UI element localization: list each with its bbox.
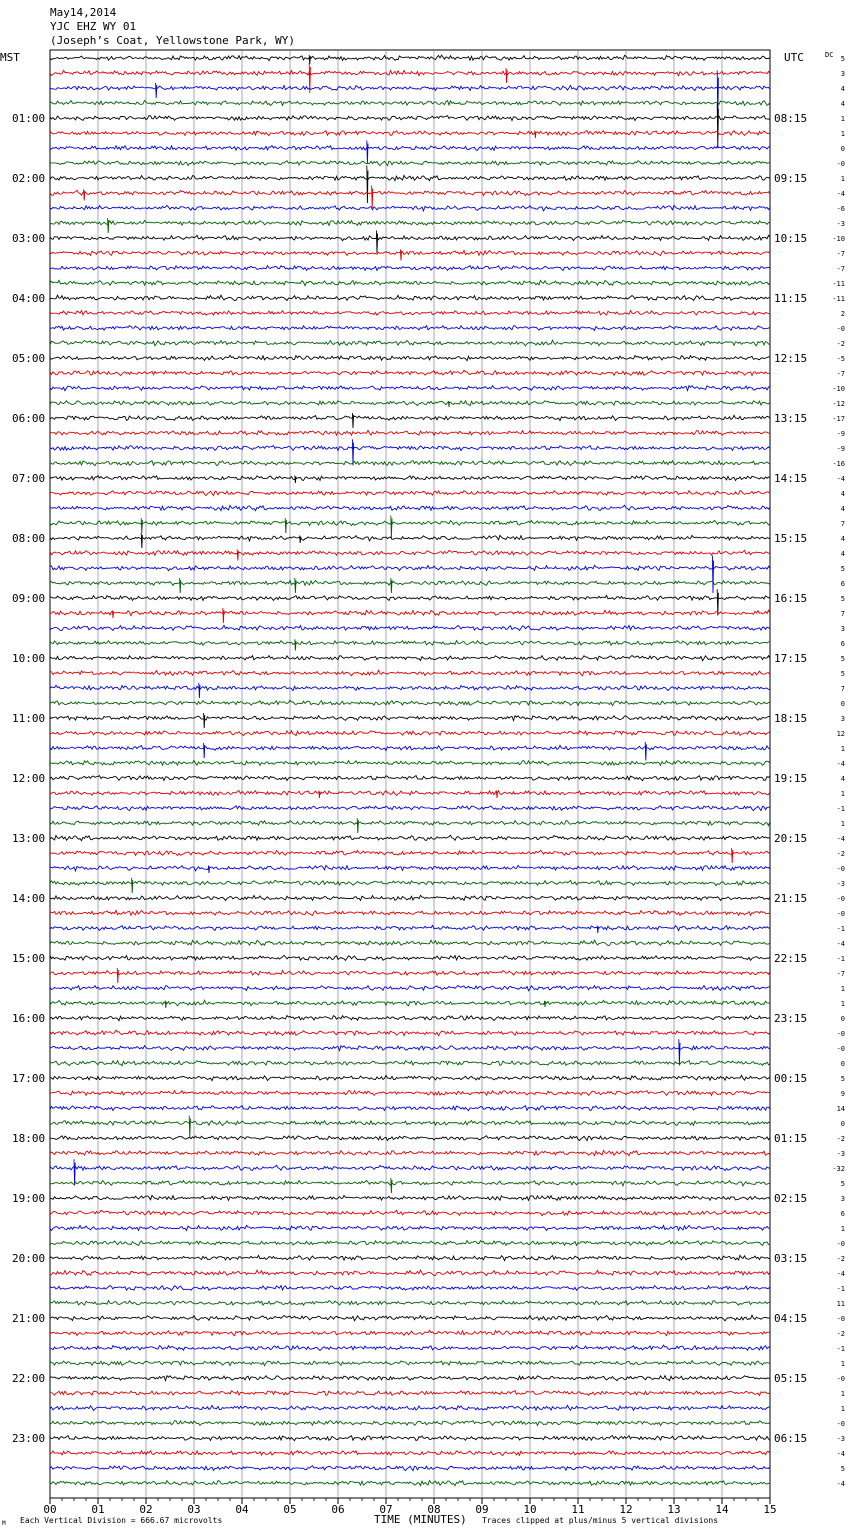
- seismic-trace: [50, 742, 770, 761]
- dc-offset-label: 5: [840, 670, 845, 678]
- seismic-trace: [50, 1116, 770, 1139]
- dc-offset-label: 3: [840, 1195, 845, 1203]
- dc-offset-label: -0: [836, 1315, 845, 1323]
- plot-frame: [50, 50, 770, 1498]
- left-hour-label: 05:00: [12, 352, 46, 365]
- left-hour-labels: [12, 112, 45, 1445]
- seismic-trace: [50, 1330, 770, 1335]
- dc-offset-label: 12: [836, 730, 845, 738]
- dc-offset-label: -10: [832, 385, 845, 393]
- dc-offset-label: 9: [840, 1090, 845, 1098]
- x-tick-label: 01: [91, 1503, 105, 1516]
- seismic-trace: [50, 878, 770, 893]
- right-hour-label: 11:15: [774, 292, 808, 305]
- x-tick-label: 11: [571, 1503, 585, 1516]
- seismic-trace: [50, 639, 770, 650]
- dc-offset-label: 4: [840, 85, 845, 93]
- x-tick-label: 03: [187, 1503, 201, 1516]
- seismic-trace: [50, 1091, 770, 1096]
- x-tick-label: 10: [523, 1503, 537, 1516]
- left-hour-label: 07:00: [12, 472, 46, 485]
- left-hour-label: 09:00: [12, 592, 46, 605]
- seismic-trace: [50, 776, 770, 781]
- dc-offset-label: -2: [836, 1135, 845, 1143]
- x-axis-label: TIME (MINUTES): [374, 1513, 467, 1526]
- seismic-trace: [50, 1178, 770, 1193]
- seismic-trace: [50, 683, 770, 698]
- dc-offset-label: -5: [836, 355, 845, 363]
- plot-title: YJC EHZ WY 01: [50, 20, 137, 33]
- dc-offset-label: 4: [840, 775, 845, 783]
- dc-offset-label: -0: [836, 895, 845, 903]
- dc-offset-label: 0: [840, 700, 845, 708]
- seismic-trace: [50, 700, 770, 706]
- dc-offset-label: 2: [840, 310, 845, 318]
- seismic-trace: [50, 266, 770, 271]
- seismic-trace: [50, 63, 770, 93]
- right-hour-label: 08:15: [774, 112, 808, 125]
- seismic-trace: [50, 1301, 770, 1306]
- seismic-trace: [50, 760, 770, 765]
- right-hour-label: 03:15: [774, 1252, 808, 1265]
- seismic-trace: [50, 100, 770, 105]
- right-hour-label: 02:15: [774, 1192, 808, 1205]
- left-hour-label: 22:00: [12, 1372, 46, 1385]
- dc-offset-label: -32: [832, 1165, 845, 1173]
- left-hour-label: 10:00: [12, 652, 46, 665]
- dc-offset-label: 1: [840, 115, 845, 123]
- seismic-trace: [50, 161, 770, 166]
- dc-offset-label: 1: [840, 1405, 845, 1413]
- seismic-trace: [50, 231, 770, 254]
- seismic-trace: [50, 1016, 770, 1021]
- dc-offset-label: -6: [836, 205, 845, 213]
- dc-offset-label: -0: [836, 1375, 845, 1383]
- seismic-trace: [50, 1061, 770, 1066]
- dc-offset-label: 11: [836, 1300, 845, 1308]
- dc-offset-label: -11: [832, 280, 845, 288]
- dc-offset-label: -7: [836, 250, 845, 258]
- right-hour-label: 09:15: [774, 172, 808, 185]
- seismic-trace: [50, 186, 770, 209]
- seismic-trace: [50, 1241, 770, 1246]
- seismic-trace: [50, 713, 770, 728]
- dc-offset-label: 1: [840, 1225, 845, 1233]
- left-hour-label: 21:00: [12, 1312, 46, 1325]
- seismic-trace: [50, 608, 770, 623]
- dc-offset-label: 0: [840, 1015, 845, 1023]
- seismic-trace: [50, 218, 770, 233]
- left-timezone-label: MST: [0, 51, 20, 64]
- seismic-trace: [50, 1480, 770, 1485]
- dc-offset-label: -7: [836, 370, 845, 378]
- left-hour-label: 18:00: [12, 1132, 46, 1145]
- dc-offset-label: 1: [840, 130, 845, 138]
- seismic-trace: [50, 141, 770, 164]
- right-hour-label: 19:15: [774, 772, 808, 785]
- right-hour-label: 14:15: [774, 472, 808, 485]
- dc-offset-label: 1: [840, 1360, 845, 1368]
- seismic-trace: [50, 461, 770, 466]
- seismic-trace: [50, 326, 770, 331]
- dc-offset-label: 1: [840, 820, 845, 828]
- dc-offset-label: -0: [836, 1030, 845, 1038]
- dc-offset-label: 1: [840, 1000, 845, 1008]
- right-hour-label: 10:15: [774, 232, 808, 245]
- seismic-trace: [50, 295, 770, 300]
- x-tick-label: 12: [619, 1503, 633, 1516]
- seismic-trace: [50, 925, 770, 933]
- seismic-trace: [50, 1030, 770, 1036]
- x-tick-label: 04: [235, 1503, 249, 1516]
- right-hour-label: 17:15: [774, 652, 808, 665]
- dc-offset-label: -4: [836, 940, 845, 948]
- seismic-trace: [50, 968, 770, 983]
- dc-offset-label: 4: [840, 535, 845, 543]
- seismic-trace: [50, 985, 770, 990]
- plot-grid: [50, 50, 770, 1498]
- x-tick-label: 09: [475, 1503, 489, 1516]
- dc-offset-label: 5: [840, 595, 845, 603]
- x-tick-label: 15: [763, 1503, 777, 1516]
- seismic-trace: [50, 895, 770, 900]
- seismic-trace: [50, 1405, 770, 1410]
- dc-offset-label: -3: [836, 1150, 845, 1158]
- x-tick-label: 05: [283, 1503, 297, 1516]
- seismic-trace: [50, 1361, 770, 1366]
- seismic-trace: [50, 848, 770, 863]
- left-hour-label: 01:00: [12, 112, 46, 125]
- seismic-trace: [50, 71, 770, 124]
- dc-offset-label: 7: [840, 520, 845, 528]
- dc-offset-label: -9: [836, 445, 845, 453]
- seismic-trace: [50, 491, 770, 496]
- right-hour-label: 04:15: [774, 1312, 808, 1325]
- seismic-trace: [50, 1255, 770, 1260]
- seismic-trace: [50, 1039, 770, 1065]
- seismic-trace: [50, 731, 770, 736]
- dc-offset-label: -2: [836, 340, 845, 348]
- seismic-trace: [50, 166, 770, 204]
- x-tick-label: 00: [43, 1503, 57, 1516]
- dc-offset-label: 4: [840, 505, 845, 513]
- dc-offset-label: -17: [832, 415, 845, 423]
- seismic-trace: [50, 910, 770, 915]
- right-hour-label: 00:15: [774, 1072, 808, 1085]
- seismic-trace: [50, 1376, 770, 1381]
- dc-offset-label: 5: [840, 1180, 845, 1188]
- footer-left-mark: M: [2, 1520, 6, 1527]
- right-hour-label: 15:15: [774, 532, 808, 545]
- seismic-trace: [50, 1210, 770, 1215]
- dc-offset-label: -0: [836, 865, 845, 873]
- dc-offset-label: 7: [840, 610, 845, 618]
- dc-offset-label: -0: [836, 160, 845, 168]
- dc-offset-label: -2: [836, 1330, 845, 1338]
- dc-offset-label: -3: [836, 1435, 845, 1443]
- seismic-trace: [50, 791, 770, 799]
- dc-offset-label: 14: [836, 1105, 845, 1113]
- dc-offset-label: 4: [840, 100, 845, 108]
- dc-offset-label: 4: [840, 490, 845, 498]
- seismic-trace: [50, 1451, 770, 1456]
- vertical-scale-note: Each Vertical Division = 666.67 microvolts: [20, 1516, 223, 1525]
- dc-offset-label: -4: [836, 190, 845, 198]
- dc-offset-label: -9: [836, 430, 845, 438]
- dc-offset-label: 7: [840, 685, 845, 693]
- seismic-trace: [50, 476, 770, 484]
- seismic-trace: [50, 505, 770, 510]
- right-hour-label: 21:15: [774, 892, 808, 905]
- dc-offset-label: -10: [832, 235, 845, 243]
- left-hour-label: 19:00: [12, 1192, 46, 1205]
- dc-offset-label: -4: [836, 1270, 845, 1278]
- seismic-trace: [50, 413, 770, 428]
- dc-offset-label: -4: [836, 835, 845, 843]
- seismic-trace: [50, 578, 770, 593]
- dc-offset-label: -7: [836, 265, 845, 273]
- left-hour-label: 20:00: [12, 1252, 46, 1265]
- dc-offset-label: 6: [840, 580, 845, 588]
- seismic-trace: [50, 310, 770, 315]
- clip-note: Traces clipped at plus/minus 5 vertical divisions: [482, 1516, 719, 1525]
- left-hour-label: 08:00: [12, 532, 46, 545]
- seismic-trace: [50, 533, 770, 548]
- right-hour-label: 23:15: [774, 1012, 808, 1025]
- dc-offset-label: 5: [840, 1075, 845, 1083]
- x-tick-label: 13: [667, 1503, 681, 1516]
- seismic-trace: [50, 1466, 770, 1471]
- left-hour-label: 04:00: [12, 292, 46, 305]
- dc-offset-label: 1: [840, 745, 845, 753]
- dc-offset-label: 3: [840, 70, 845, 78]
- seismic-trace: [50, 1106, 770, 1111]
- right-hour-label: 06:15: [774, 1432, 808, 1445]
- seismic-trace: [50, 131, 770, 139]
- seismic-trace: [50, 818, 770, 833]
- dc-offset-label: -4: [836, 1480, 845, 1488]
- dc-offset-label: -0: [836, 1420, 845, 1428]
- right-hour-label: 12:15: [774, 352, 808, 365]
- seismic-trace: [50, 103, 770, 148]
- dc-offset-label: -1: [836, 955, 845, 963]
- dc-offset-label: -2: [836, 1255, 845, 1263]
- seismic-trace: [50, 1270, 770, 1275]
- left-hour-label: 13:00: [12, 832, 46, 845]
- seismic-trace: [50, 355, 770, 360]
- dc-offset-label: 6: [840, 1210, 845, 1218]
- seismic-trace: [50, 1136, 770, 1141]
- dc-offset-label: 5: [840, 655, 845, 663]
- left-hour-label: 11:00: [12, 712, 46, 725]
- dc-offset-label: -2: [836, 850, 845, 858]
- dc-offset-label: -4: [836, 475, 845, 483]
- seismic-trace: [50, 1436, 770, 1441]
- left-hour-label: 03:00: [12, 232, 46, 245]
- seismic-trace: [50, 1421, 770, 1426]
- seismic-trace: [50, 370, 770, 375]
- seismic-trace: [50, 940, 770, 945]
- seismic-trace: [50, 1000, 770, 1008]
- left-hour-label: 23:00: [12, 1432, 46, 1445]
- dc-offset-label: -3: [836, 880, 845, 888]
- right-hour-label: 13:15: [774, 412, 808, 425]
- dc-offset-label: -1: [836, 1345, 845, 1353]
- dc-offset-label: -0: [836, 325, 845, 333]
- seismic-trace: [50, 430, 770, 435]
- right-hour-label: 05:15: [774, 1372, 808, 1385]
- dc-offset-label: -1: [836, 805, 845, 813]
- right-hour-label: 18:15: [774, 712, 808, 725]
- seismic-trace: [50, 835, 770, 840]
- dc-offset-label: 1: [840, 175, 845, 183]
- dc-offset-label: -4: [836, 760, 845, 768]
- dc-offset-label: -16: [832, 460, 845, 468]
- seismic-trace: [50, 955, 770, 960]
- left-hour-label: 02:00: [12, 172, 46, 185]
- dc-offset-label: 1: [840, 985, 845, 993]
- x-tick-label: 02: [139, 1503, 153, 1516]
- seismic-trace: [50, 670, 770, 676]
- seismic-trace: [50, 556, 770, 594]
- seismic-trace: [50, 806, 770, 811]
- dc-offset-label: 1: [840, 1390, 845, 1398]
- right-hour-label: 16:15: [774, 592, 808, 605]
- seismic-trace: [50, 1391, 770, 1396]
- x-tick-label: 07: [379, 1503, 393, 1516]
- dc-offset-label: 3: [840, 715, 845, 723]
- dc-offset-label: -7: [836, 970, 845, 978]
- seismic-trace: [50, 625, 770, 630]
- left-hour-label: 14:00: [12, 892, 46, 905]
- seismic-trace: [50, 1285, 770, 1290]
- plot-location: (Joseph’s Coat, Yellowstone Park, WY): [50, 34, 296, 47]
- dc-offset-label: 0: [840, 1060, 845, 1068]
- left-hour-label: 06:00: [12, 412, 46, 425]
- dc-offset-label: -3: [836, 220, 845, 228]
- x-tick-label: 06: [331, 1503, 345, 1516]
- right-timezone-label: UTC: [784, 51, 804, 64]
- dc-offset-label: 5: [840, 55, 845, 63]
- x-tick-label: 08: [427, 1503, 441, 1516]
- right-hour-label: 22:15: [774, 952, 808, 965]
- dc-offset-label: 6: [840, 640, 845, 648]
- dc-offset-label: -11: [832, 295, 845, 303]
- seismic-trace: [50, 386, 770, 391]
- seismic-trace: [50, 1315, 770, 1321]
- dc-offset-label: 0: [840, 145, 845, 153]
- seismic-trace: [50, 865, 770, 873]
- seismic-trace: [50, 340, 770, 346]
- seismic-trace: [50, 205, 770, 210]
- dc-offset-label: -1: [836, 925, 845, 933]
- plot-date: May14,2014: [50, 6, 117, 19]
- dc-offset-label: 4: [840, 550, 845, 558]
- dc-offset-labels: [832, 55, 845, 1488]
- left-hour-label: 12:00: [12, 772, 46, 785]
- dc-offset-label: 5: [840, 1465, 845, 1473]
- dc-offset-label: -0: [836, 1045, 845, 1053]
- seismic-trace: [50, 1075, 770, 1080]
- dc-offset-label: -0: [836, 1240, 845, 1248]
- dc-offset-header: DC: [825, 51, 834, 59]
- seismic-trace: [50, 1225, 770, 1230]
- dc-offset-label: 5: [840, 565, 845, 573]
- seismic-trace: [50, 655, 770, 660]
- seismic-trace: [50, 280, 770, 285]
- dc-offset-label: -4: [836, 1450, 845, 1458]
- dc-offset-label: -1: [836, 1285, 845, 1293]
- right-hour-label: 01:15: [774, 1132, 808, 1145]
- seismic-trace: [50, 1345, 770, 1350]
- seismic-trace: [50, 1195, 770, 1200]
- seismic-trace: [50, 516, 770, 539]
- dc-offset-label: -12: [832, 400, 845, 408]
- left-hour-label: 15:00: [12, 952, 46, 965]
- seismic-trace: [50, 1159, 770, 1185]
- dc-offset-label: -0: [836, 910, 845, 918]
- left-hour-label: 16:00: [12, 1012, 46, 1025]
- seismic-trace: [50, 55, 770, 64]
- dc-offset-label: 1: [840, 790, 845, 798]
- dc-offset-label: 3: [840, 625, 845, 633]
- seismic-trace: [50, 549, 770, 560]
- dc-offset-label: 0: [840, 1120, 845, 1128]
- seismic-trace: [50, 249, 770, 260]
- seismic-traces: [50, 55, 770, 1486]
- right-hour-label: 20:15: [774, 832, 808, 845]
- seismic-trace: [50, 401, 770, 407]
- seismic-trace: [50, 439, 770, 465]
- left-hour-label: 17:00: [12, 1072, 46, 1085]
- right-hour-labels: [774, 112, 807, 1445]
- x-tick-label: 14: [715, 1503, 729, 1516]
- seismic-trace: [50, 1150, 770, 1155]
